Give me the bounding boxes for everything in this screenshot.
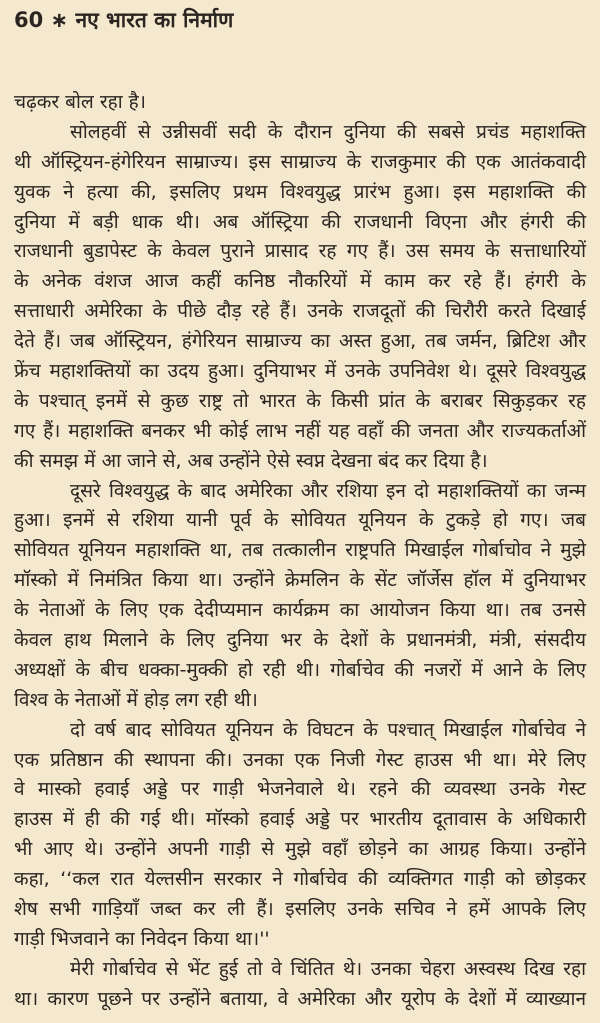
text-line: युवक ने हत्या की, इसलिए प्रथम विश्वयुद्ध प्रारंभ हुआ। इस महाशक्ति की <box>14 180 586 203</box>
header-separator: ∗ <box>50 8 69 32</box>
text-line: अध्यक्षों के बीच धक्का-मुक्की हो रही थी। गोर्बाचेव की नजरों में आने के लिए <box>14 658 586 681</box>
text-line: फ्रेंच महाशक्तियों का उदय हुआ। दुनियाभर में उनके उपनिवेश थे। दूसरे विश्वयुद्ध <box>14 360 586 383</box>
text-line: के नेताओं के लिए एक देदीप्यमान कार्यक्रम का आयोजन किया था। तब उनसे <box>14 599 586 622</box>
text-line: केवल हाथ मिलाने के लिए दुनिया भर के देशों के प्रधानमंत्री, मंत्री, संसदीय <box>14 629 586 652</box>
page-number: 60 <box>14 8 44 32</box>
text-line: भी आए थे। उन्होंने अपनी गाड़ी से मुझे वहाँ छोड़ने का आग्रह किया। उन्होंने <box>14 838 586 861</box>
book-title: नए भारत का निर्माण <box>75 8 234 32</box>
text-line: देते हैं। जब ऑस्ट्रियन, हंगेरियन साम्राज्य का अस्त हुआ, तब जर्मन, ब्रिटिश और <box>14 330 586 353</box>
text-line: शेष सभी गाड़ियाँ जब्त कर ली हैं। इसलिए उनके सचिव ने हमें आपके लिए <box>14 898 586 921</box>
text-line: की समझ में आ जाने से, अब उन्होंने ऐसे स्वप्न देखना बंद कर दिया है। <box>14 449 488 472</box>
text-line: दूसरे विश्वयुद्ध के बाद अमेरिका और रशिया इन दो महाशक्तियों का जन्म <box>70 479 586 502</box>
running-header <box>14 6 233 34</box>
text-line: दो वर्ष बाद सोवियत यूनियन के विघटन के पश्चात् मिखाईल गोर्बाचेव ने <box>70 718 586 741</box>
text-line: सत्ताधारी अमेरिका के पीछे दौड़ रहे हैं। उनके राजदूतों की चिरौरी करते दिखाई <box>14 300 586 323</box>
text-line: गाड़ी भिजवाने का निवेदन किया था।'' <box>14 927 270 950</box>
text-line: थी ऑस्ट्रियन-हंगेरियन साम्राज्य। इस साम्राज्य के राजकुमार की एक आतंकवादी <box>14 150 586 173</box>
text-line: राजधानी बुडापेस्ट के केवल पुराने प्रासाद रह गए हैं। उस समय के सत्ताधारियों <box>14 240 586 263</box>
text-line: वे मास्को हवाई अड्डे पर गाड़ी भेजनेवाले थे। रहने की व्यवस्था उनके गेस्ट <box>14 778 586 801</box>
text-line: हुआ। इनमें से रशिया यानी पूर्व के सोवियत यूनियन के टुकड़े हो गए। जब <box>14 509 586 532</box>
text-line: हाउस में ही की गई थी। मॉस्को हवाई अड्डे पर भारतीय दूतावास के अधिकारी <box>14 808 586 831</box>
text-line: के अनेक वंशज आज कहीं कनिष्ठ नौकरियों में काम कर रहे हैं। हंगरी के <box>14 270 586 293</box>
text-line: मॉस्को में निमंत्रित किया था। उन्होंने क्रेमलिन के सेंट जॉर्जेस हॉल में दुनियाभर <box>14 569 586 592</box>
text-line: कहा, ‘‘कल रात येल्तसीन सरकार ने गोर्बाचेव की व्यक्तिगत गाड़ी को छोड़कर <box>14 868 586 891</box>
text-line: सोवियत यूनियन महाशक्ति था, तब तत्कालीन राष्ट्रपति मिखाईल गोर्बाचोव ने मुझे <box>14 539 586 562</box>
text-line: था। कारण पूछने पर उन्होंने बताया, वे अमेरिका और यूरोप के देशों में व्याख्यान <box>14 987 586 1010</box>
text-line: मेरी गोर्बाचेव से भेंट हुई तो वे चिंतित थे। उनका चेहरा अस्वस्थ दिख रहा <box>70 957 586 980</box>
text-line: गए हैं। महाशक्ति बनकर भी कोई लाभ नहीं यह वहाँ की जनता और राज्यकर्ताओं <box>14 419 586 442</box>
text-line: दुनिया में बड़ी धाक थी। अब ऑस्ट्रिया की राजधानी विएना और हंगरी की <box>14 210 586 233</box>
text-line: विश्व के नेताओं में होड़ लग रही थी। <box>14 688 258 711</box>
text-line: एक प्रतिष्ठान की स्थापना की। उनका एक निजी गेस्ट हाउस भी था। मेरे लिए <box>14 748 586 771</box>
page-body-text <box>14 88 586 1015</box>
text-line: सोलहवीं से उन्नीसवीं सदी के दौरान दुनिया की सबसे प्रचंड महाशक्ति <box>70 120 586 143</box>
text-line: के पश्चात् इनमें से कुछ राष्ट्र तो भारत के किसी प्रांत के बराबर सिकुड़कर रह <box>14 389 586 412</box>
text-line: चढ़कर बोल रहा है। <box>14 91 146 113</box>
